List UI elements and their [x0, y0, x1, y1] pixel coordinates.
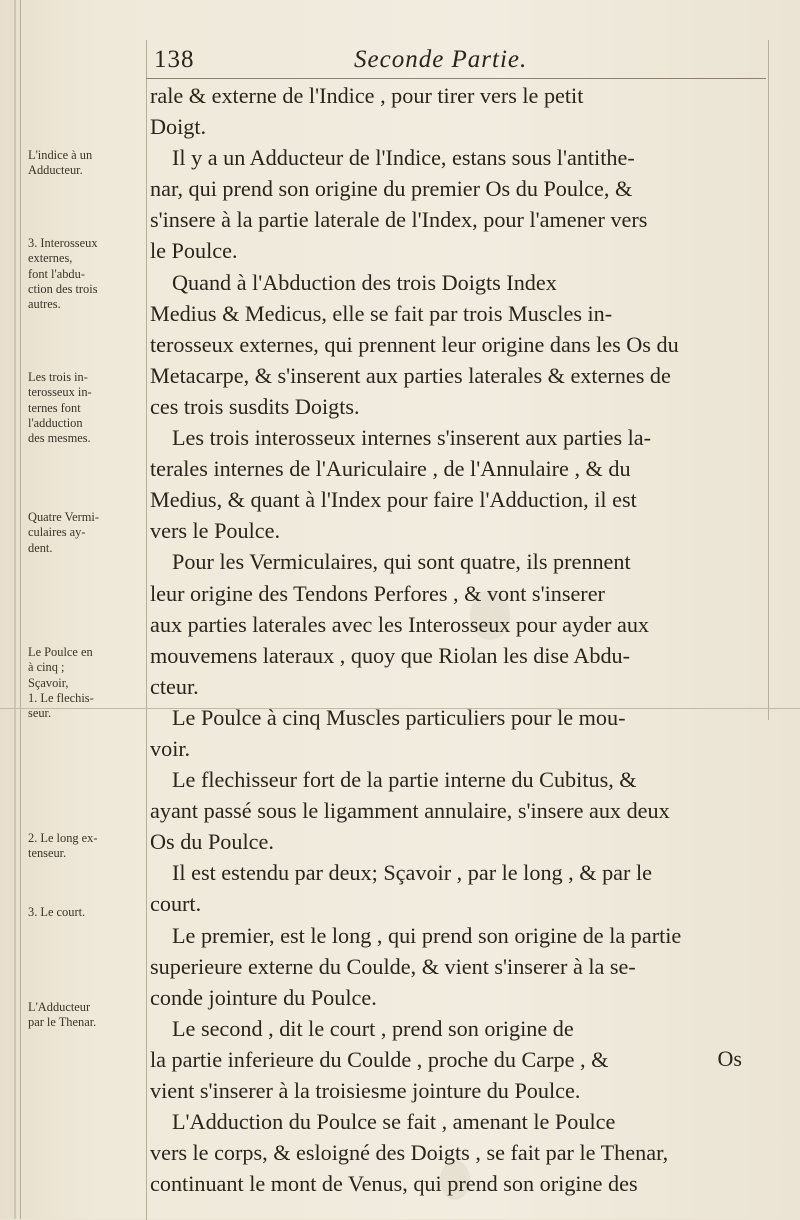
- margin-note-line: des mesmes.: [28, 431, 91, 446]
- margin-note: [28, 905, 148, 920]
- margin-note-line: Quatre Vermi-: [28, 510, 99, 524]
- text-line: Il y a un Adducteur de l'Indice, estans sous l'antithe-: [172, 145, 635, 171]
- page-number: 138: [154, 46, 195, 73]
- text-line: L'Adduction du Poulce se fait , amenant le Poulce: [172, 1109, 616, 1135]
- text-line: vers le Poulce.: [150, 518, 281, 544]
- text-line: Le premier, est le long , qui prend son origine de la partie: [172, 922, 682, 948]
- text-line: ayant passé sous le ligamment annulaire, s'insere aux deux: [150, 798, 670, 824]
- margin-note-line: autres.: [28, 297, 61, 312]
- header-rule: [146, 78, 766, 79]
- text-line: terales internes de l'Auriculaire , de l'Annulaire , & du: [150, 456, 631, 482]
- margin-note: [28, 645, 148, 721]
- margin-note-line: Le Poulce en: [28, 645, 93, 659]
- text-line: Le second , dit le court , prend son origine de: [172, 1015, 574, 1041]
- text-line: nar, qui prend son origine du premier Os du Poulce, &: [150, 176, 633, 202]
- text-line: cteur.: [150, 673, 199, 699]
- text-line: mouvemens lateraux , quoy que Riolan les dise Abdu-: [150, 642, 631, 668]
- text-line: vient s'inserer à la troisiesme jointure du Poulce.: [150, 1078, 581, 1103]
- text-line: Les trois interosseux internes s'inserent aux parties la-: [172, 425, 652, 451]
- margin-note-line: dent.: [28, 540, 53, 555]
- text-line: Medius & Medicus, elle se fait par trois Muscles in-: [150, 300, 613, 326]
- margin-note-line: 2. Le long ex-: [28, 831, 98, 845]
- catchword: Os: [717, 1046, 742, 1071]
- margin-note: [28, 148, 148, 179]
- margin-note-line: 3. Interosseux: [28, 236, 98, 250]
- text-line: s'insere à la partie laterale de l'Index, pour l'amener vers: [150, 207, 648, 233]
- text-line: vers le corps, & esloigné des Doigts , se fait par le Thenar,: [150, 1140, 669, 1166]
- margin-note-line: Adducteur.: [28, 163, 83, 178]
- margin-note: [28, 831, 148, 862]
- text-line: Medius, & quant à l'Index pour faire l'Adduction, il est: [150, 487, 637, 513]
- margin-note-line: font l'abdu-: [28, 266, 85, 281]
- text-line: Metacarpe, & s'inserent aux parties laterales & externes de: [150, 362, 671, 388]
- page-edge: [14, 0, 16, 1219]
- text-line: conde jointure du Poulce.: [150, 984, 377, 1010]
- margin-note-line: L'Adducteur: [28, 1000, 91, 1014]
- text-line: le Poulce.: [150, 238, 238, 264]
- text-line: Os du Poulce.: [150, 829, 274, 855]
- text-line: court.: [150, 891, 202, 917]
- text-line: continuant le mont de Venus, qui prend son origine des: [150, 1171, 638, 1197]
- margin-note-line: l'adduction: [28, 415, 83, 430]
- text-line: aux parties laterales avec les Interosseux pour ayder aux: [150, 611, 650, 637]
- margin-note-line: à cinq ;: [28, 660, 65, 675]
- margin-note-line: culaires ay-: [28, 525, 86, 540]
- main-text: [150, 80, 770, 1199]
- margin-note-line: Les trois in-: [28, 370, 88, 384]
- margin-note-line: ction des trois: [28, 281, 98, 296]
- margin-note-line: L'indice à un: [28, 148, 93, 162]
- text-line: ces trois susdits Doigts.: [150, 393, 360, 419]
- text-line: Quand à l'Abduction des trois Doigts Index: [172, 269, 557, 295]
- text-line: voir.: [150, 735, 191, 761]
- text-line: leur origine des Tendons Perfores , & vont s'inserer: [150, 580, 605, 606]
- text-line: Doigt.: [150, 114, 207, 140]
- margin-note-line: Sçavoir,: [28, 675, 69, 690]
- margin-note-line: 3. Le court.: [28, 905, 86, 919]
- text-line: Il est estendu par deux; Sçavoir , par le long , & par le: [172, 860, 652, 886]
- text-line: Le flechisseur fort de la partie interne du Cubitus, &: [172, 767, 637, 793]
- text-line: Le Poulce à cinq Muscles particuliers pour le mou-: [172, 704, 626, 730]
- margin-note: [28, 236, 148, 312]
- text-line: rale & externe de l'Indice , pour tirer vers le petit: [150, 83, 584, 108]
- text-line: la partie inferieure du Coulde , proche du Carpe , &: [150, 1046, 609, 1072]
- margin-note: [28, 510, 148, 556]
- running-title: Seconde Partie.: [354, 46, 528, 73]
- margin-note-line: seur.: [28, 706, 52, 721]
- margin-note-line: tenseur.: [28, 846, 67, 861]
- margin-note-line: externes,: [28, 251, 73, 266]
- text-line: terosseux externes, qui prennent leur origine dans les Os du: [150, 331, 679, 357]
- margin-note: [28, 370, 148, 446]
- page-header: [148, 46, 760, 78]
- text-line: superieure externe du Coulde, & vient s'inserer à la se-: [150, 953, 636, 979]
- margin-note-line: terosseux in-: [28, 385, 92, 400]
- margin-rule-outer: [20, 0, 21, 1219]
- margin-note-line: par le Thenar.: [28, 1015, 97, 1030]
- margin-note-line: 1. Le flechis-: [28, 690, 94, 705]
- margin-rule-inner: [146, 40, 147, 1220]
- margin-note: [28, 1000, 148, 1031]
- text-line: Pour les Vermiculaires, qui sont quatre, ils prennent: [172, 549, 631, 575]
- margin-note-line: ternes font: [28, 400, 81, 415]
